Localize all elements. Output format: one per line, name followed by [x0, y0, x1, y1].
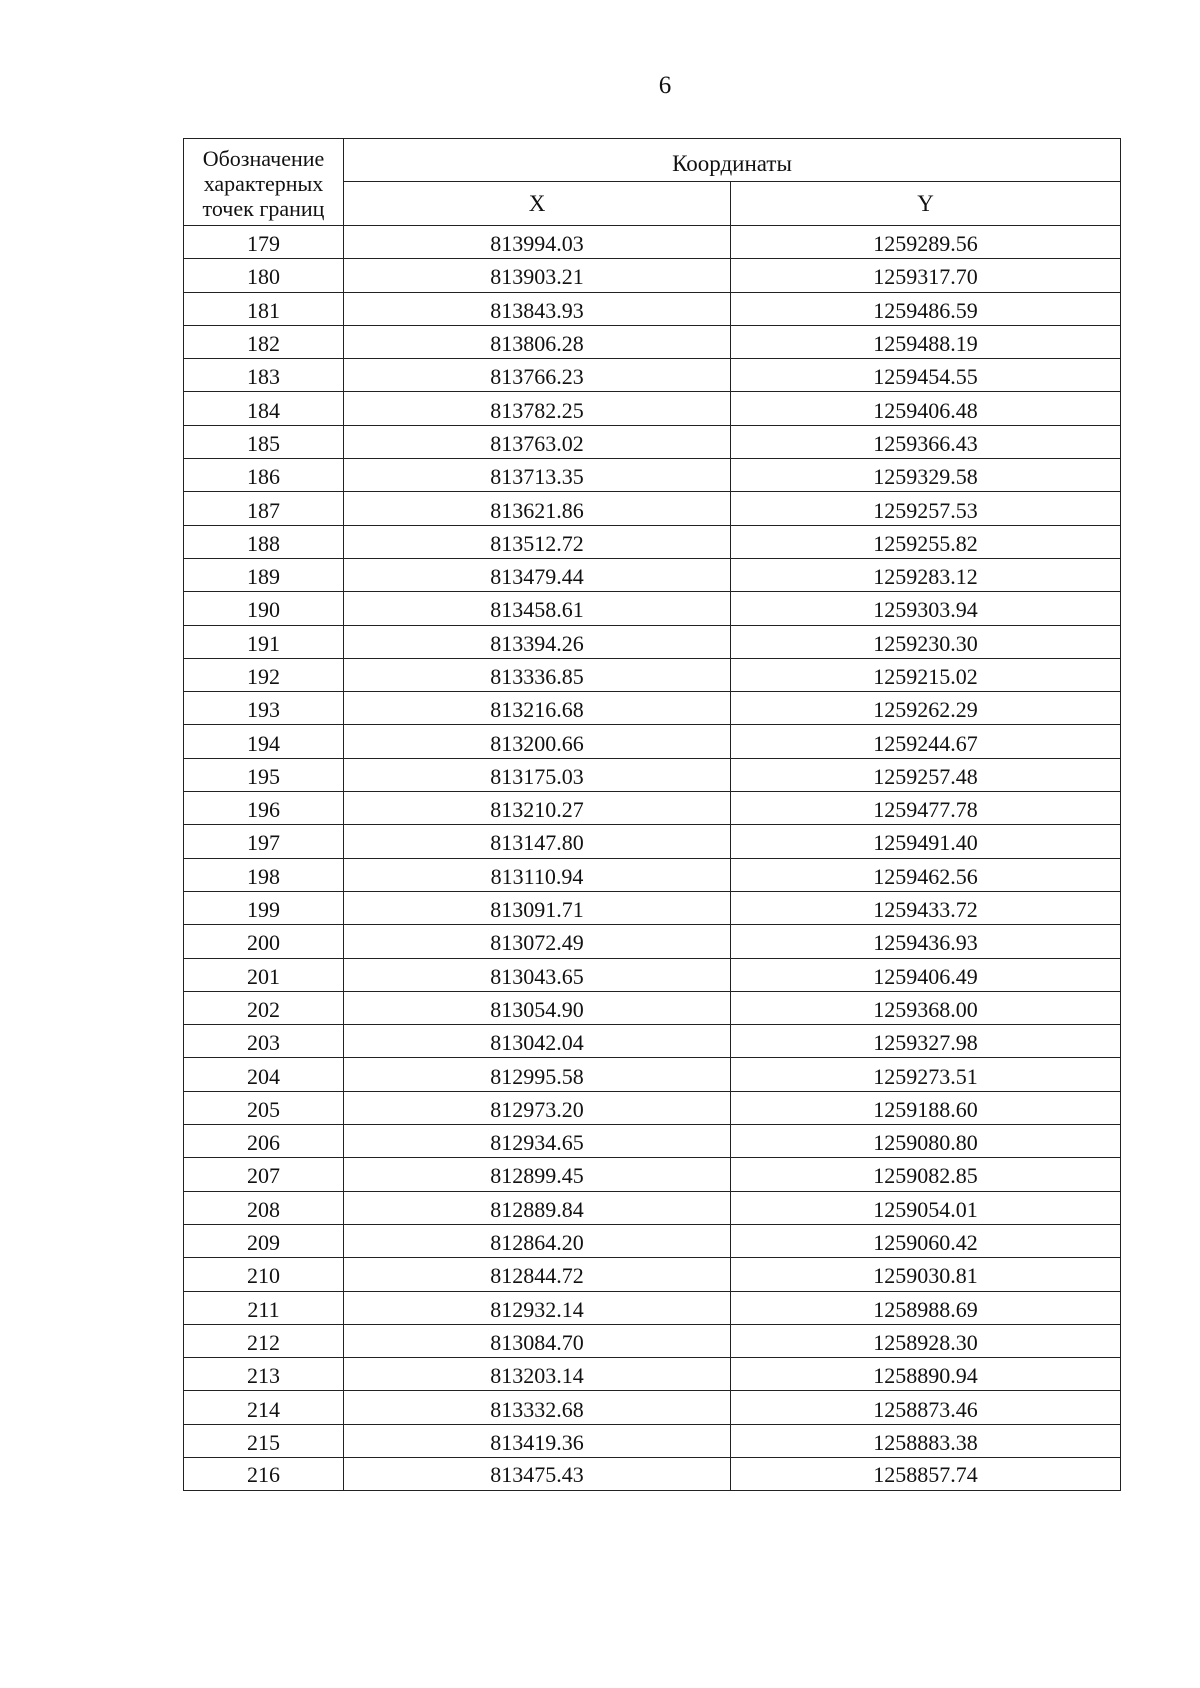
cell-x: 813763.02: [344, 425, 731, 458]
cell-point-number: 203: [184, 1025, 344, 1058]
cell-x: 813394.26: [344, 625, 731, 658]
cell-point-number: 184: [184, 392, 344, 425]
cell-point-number: 214: [184, 1391, 344, 1424]
table-row: [184, 1058, 1121, 1091]
cell-point-number: 182: [184, 325, 344, 358]
cell-point-number: 183: [184, 359, 344, 392]
cell-y: 1259289.56: [731, 226, 1121, 259]
table-row: [184, 1224, 1121, 1257]
cell-point-number: 191: [184, 625, 344, 658]
cell-point-number: 204: [184, 1058, 344, 1091]
cell-y: 1259283.12: [731, 558, 1121, 591]
cell-y: 1259273.51: [731, 1058, 1121, 1091]
cell-point-number: 194: [184, 725, 344, 758]
cell-y: 1259317.70: [731, 259, 1121, 292]
cell-point-number: 215: [184, 1424, 344, 1457]
table-row: [184, 292, 1121, 325]
table-row: [184, 1324, 1121, 1357]
table-row: [184, 226, 1121, 259]
cell-y: 1258988.69: [731, 1291, 1121, 1324]
cell-y: 1259080.80: [731, 1125, 1121, 1158]
cell-point-number: 206: [184, 1125, 344, 1158]
cell-y: 1258883.38: [731, 1424, 1121, 1457]
table-row: [184, 692, 1121, 725]
cell-point-number: 199: [184, 891, 344, 924]
table-row: [184, 525, 1121, 558]
table-header: [184, 139, 1121, 226]
cell-x: 812995.58: [344, 1058, 731, 1091]
cell-x: 813458.61: [344, 592, 731, 625]
cell-y: 1259329.58: [731, 459, 1121, 492]
cell-y: 1259368.00: [731, 991, 1121, 1024]
cell-point-number: 207: [184, 1158, 344, 1191]
header-y: Y: [731, 182, 1121, 226]
cell-x: 813147.80: [344, 825, 731, 858]
table-row: [184, 1291, 1121, 1324]
cell-point-number: 186: [184, 459, 344, 492]
cell-x: 813072.49: [344, 925, 731, 958]
cell-y: 1258857.74: [731, 1457, 1121, 1490]
cell-y: 1259491.40: [731, 825, 1121, 858]
cell-point-number: 216: [184, 1457, 344, 1490]
cell-x: 813994.03: [344, 226, 731, 259]
table-row: [184, 925, 1121, 958]
cell-y: 1259477.78: [731, 792, 1121, 825]
table-row: [184, 1258, 1121, 1291]
cell-y: 1259230.30: [731, 625, 1121, 658]
table-row: [184, 1025, 1121, 1058]
cell-y: 1259244.67: [731, 725, 1121, 758]
table-row: [184, 259, 1121, 292]
cell-point-number: 212: [184, 1324, 344, 1357]
cell-y: 1259257.48: [731, 758, 1121, 791]
cell-x: 813216.68: [344, 692, 731, 725]
cell-x: 813084.70: [344, 1324, 731, 1357]
cell-y: 1259257.53: [731, 492, 1121, 525]
cell-point-number: 208: [184, 1191, 344, 1224]
cell-point-number: 195: [184, 758, 344, 791]
cell-x: 813175.03: [344, 758, 731, 791]
page-number: 6: [658, 72, 672, 99]
table-row: [184, 792, 1121, 825]
cell-x: 813766.23: [344, 359, 731, 392]
cell-x: 812934.65: [344, 1125, 731, 1158]
table-row: [184, 592, 1121, 625]
cell-x: 812932.14: [344, 1291, 731, 1324]
cell-x: 813110.94: [344, 858, 731, 891]
cell-x: 812889.84: [344, 1191, 731, 1224]
cell-x: 813843.93: [344, 292, 731, 325]
coordinates-table-wrapper: [183, 138, 1120, 1491]
table-row: [184, 325, 1121, 358]
table-row: [184, 625, 1121, 658]
cell-point-number: 209: [184, 1224, 344, 1257]
cell-x: 813042.04: [344, 1025, 731, 1058]
cell-x: 812899.45: [344, 1158, 731, 1191]
cell-y: 1259303.94: [731, 592, 1121, 625]
cell-y: 1259255.82: [731, 525, 1121, 558]
cell-y: 1259433.72: [731, 891, 1121, 924]
cell-y: 1259454.55: [731, 359, 1121, 392]
cell-x: 813621.86: [344, 492, 731, 525]
table-row: [184, 392, 1121, 425]
cell-point-number: 188: [184, 525, 344, 558]
cell-y: 1258890.94: [731, 1358, 1121, 1391]
cell-x: 813332.68: [344, 1391, 731, 1424]
cell-x: 813419.36: [344, 1424, 731, 1457]
cell-x: 812864.20: [344, 1224, 731, 1257]
cell-y: 1259188.60: [731, 1091, 1121, 1124]
table-row: [184, 1125, 1121, 1158]
cell-x: 813054.90: [344, 991, 731, 1024]
table-row: [184, 1091, 1121, 1124]
table-row: [184, 858, 1121, 891]
cell-point-number: 198: [184, 858, 344, 891]
table-row: [184, 359, 1121, 392]
cell-x: 813782.25: [344, 392, 731, 425]
cell-point-number: 197: [184, 825, 344, 858]
cell-y: 1259082.85: [731, 1158, 1121, 1191]
cell-y: 1259327.98: [731, 1025, 1121, 1058]
cell-x: 813043.65: [344, 958, 731, 991]
table-row: [184, 1391, 1121, 1424]
table-body: [184, 226, 1121, 1491]
header-x: X: [344, 182, 731, 226]
cell-point-number: 201: [184, 958, 344, 991]
table-row: [184, 825, 1121, 858]
cell-point-number: 205: [184, 1091, 344, 1124]
table-row: [184, 758, 1121, 791]
cell-y: 1259054.01: [731, 1191, 1121, 1224]
cell-y: 1259462.56: [731, 858, 1121, 891]
cell-y: 1259262.29: [731, 692, 1121, 725]
cell-y: 1259030.81: [731, 1258, 1121, 1291]
cell-x: 813475.43: [344, 1457, 731, 1490]
table-row: [184, 492, 1121, 525]
table-row: [184, 1424, 1121, 1457]
cell-y: 1259060.42: [731, 1224, 1121, 1257]
cell-point-number: 210: [184, 1258, 344, 1291]
table-row: [184, 1358, 1121, 1391]
cell-y: 1259366.43: [731, 425, 1121, 458]
cell-y: 1259406.48: [731, 392, 1121, 425]
cell-x: 813091.71: [344, 891, 731, 924]
cell-point-number: 202: [184, 991, 344, 1024]
cell-x: 813903.21: [344, 259, 731, 292]
coordinates-table: [183, 138, 1121, 1491]
cell-x: 813479.44: [344, 558, 731, 591]
cell-y: 1259215.02: [731, 658, 1121, 691]
table-row: [184, 1158, 1121, 1191]
table-row: [184, 958, 1121, 991]
table-row: [184, 1191, 1121, 1224]
table-row: [184, 558, 1121, 591]
cell-point-number: 196: [184, 792, 344, 825]
cell-point-number: 200: [184, 925, 344, 958]
header-coordinates: Координаты: [344, 139, 1121, 182]
cell-y: 1259486.59: [731, 292, 1121, 325]
table-row: [184, 891, 1121, 924]
cell-x: 813713.35: [344, 459, 731, 492]
header-point-name: Обозначение характерных точек границ: [184, 139, 344, 226]
cell-x: 813806.28: [344, 325, 731, 358]
table-row: [184, 725, 1121, 758]
cell-y: 1259436.93: [731, 925, 1121, 958]
cell-x: 812973.20: [344, 1091, 731, 1124]
cell-point-number: 185: [184, 425, 344, 458]
cell-y: 1258928.30: [731, 1324, 1121, 1357]
cell-x: 813336.85: [344, 658, 731, 691]
cell-point-number: 180: [184, 259, 344, 292]
table-row: [184, 459, 1121, 492]
cell-y: 1258873.46: [731, 1391, 1121, 1424]
cell-point-number: 192: [184, 658, 344, 691]
table-row: [184, 991, 1121, 1024]
cell-x: 813512.72: [344, 525, 731, 558]
cell-point-number: 211: [184, 1291, 344, 1324]
table-row: [184, 1457, 1121, 1490]
cell-y: 1259488.19: [731, 325, 1121, 358]
cell-y: 1259406.49: [731, 958, 1121, 991]
cell-point-number: 190: [184, 592, 344, 625]
cell-point-number: 181: [184, 292, 344, 325]
cell-point-number: 193: [184, 692, 344, 725]
cell-point-number: 187: [184, 492, 344, 525]
table-row: [184, 658, 1121, 691]
cell-point-number: 189: [184, 558, 344, 591]
cell-point-number: 179: [184, 226, 344, 259]
table-row: [184, 425, 1121, 458]
cell-point-number: 213: [184, 1358, 344, 1391]
cell-x: 813210.27: [344, 792, 731, 825]
cell-x: 812844.72: [344, 1258, 731, 1291]
cell-x: 813203.14: [344, 1358, 731, 1391]
cell-x: 813200.66: [344, 725, 731, 758]
